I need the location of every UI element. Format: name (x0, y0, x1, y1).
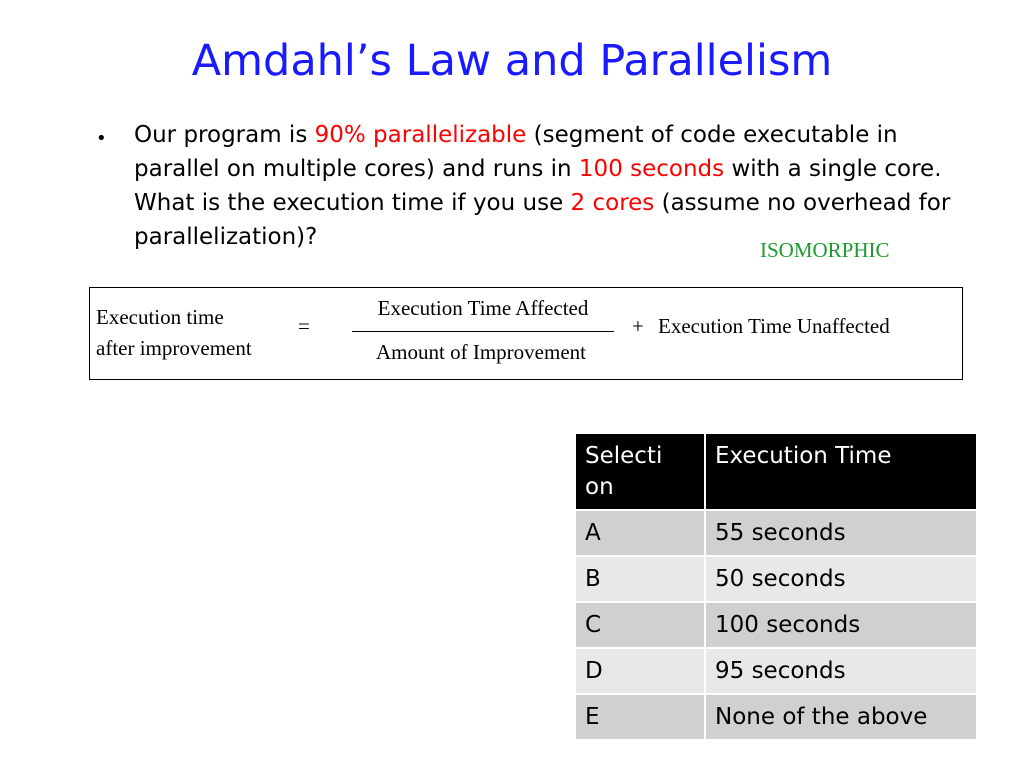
question-highlight: 100 seconds (578, 156, 725, 182)
fraction-bar (352, 331, 614, 332)
choice-value: 95 seconds (705, 648, 977, 694)
choice-value: 50 seconds (705, 556, 977, 602)
table-row[interactable] (575, 602, 977, 648)
question-segment: Our program is (134, 122, 315, 148)
formula-lhs-line2: after improvement (96, 336, 252, 360)
amdahl-formula-box (89, 287, 963, 380)
question-text (134, 118, 964, 254)
table-row[interactable] (575, 648, 977, 694)
question-highlight: 2 cores (570, 190, 655, 216)
header-selection-line2: on (585, 474, 614, 500)
formula-numerator: Execution Time Affected (377, 296, 589, 320)
choice-letter: B (575, 556, 705, 602)
isomorphic-tag: ISOMORPHIC (760, 238, 890, 262)
table-row[interactable] (575, 510, 977, 556)
table-header-row (575, 433, 977, 510)
choice-letter: A (575, 510, 705, 556)
question-segment: (assume no overhead for parallelization)? (134, 190, 951, 250)
header-selection (575, 433, 705, 510)
header-execution-time: Execution Time (705, 433, 977, 510)
formula-lhs-line1: Execution time (96, 305, 224, 329)
formula-plus: + (632, 314, 644, 338)
header-selection-line1: Selecti (585, 443, 663, 469)
slide-title: Amdahl’s Law and Parallelism (191, 36, 833, 86)
bullet-marker: • (96, 128, 107, 149)
question-segment: with a single core. What is the execution time if you use (134, 156, 942, 216)
formula-denominator: Amount of Improvement (376, 340, 586, 364)
choice-value: None of the above (705, 694, 977, 740)
table-row[interactable] (575, 556, 977, 602)
question-highlight: 90% parallelizable (314, 122, 527, 148)
choice-letter: E (575, 694, 705, 740)
formula-lhs (96, 302, 252, 364)
formula-rhs: Execution Time Unaffected (658, 314, 890, 338)
question-segment: (segment of code executable in parallel on multiple cores) and runs in (134, 122, 898, 182)
choice-value: 100 seconds (705, 602, 977, 648)
formula-equals: = (298, 314, 310, 338)
answer-choices-table (574, 432, 978, 741)
table-row[interactable] (575, 694, 977, 740)
choice-letter: C (575, 602, 705, 648)
choice-letter: D (575, 648, 705, 694)
choice-value: 55 seconds (705, 510, 977, 556)
